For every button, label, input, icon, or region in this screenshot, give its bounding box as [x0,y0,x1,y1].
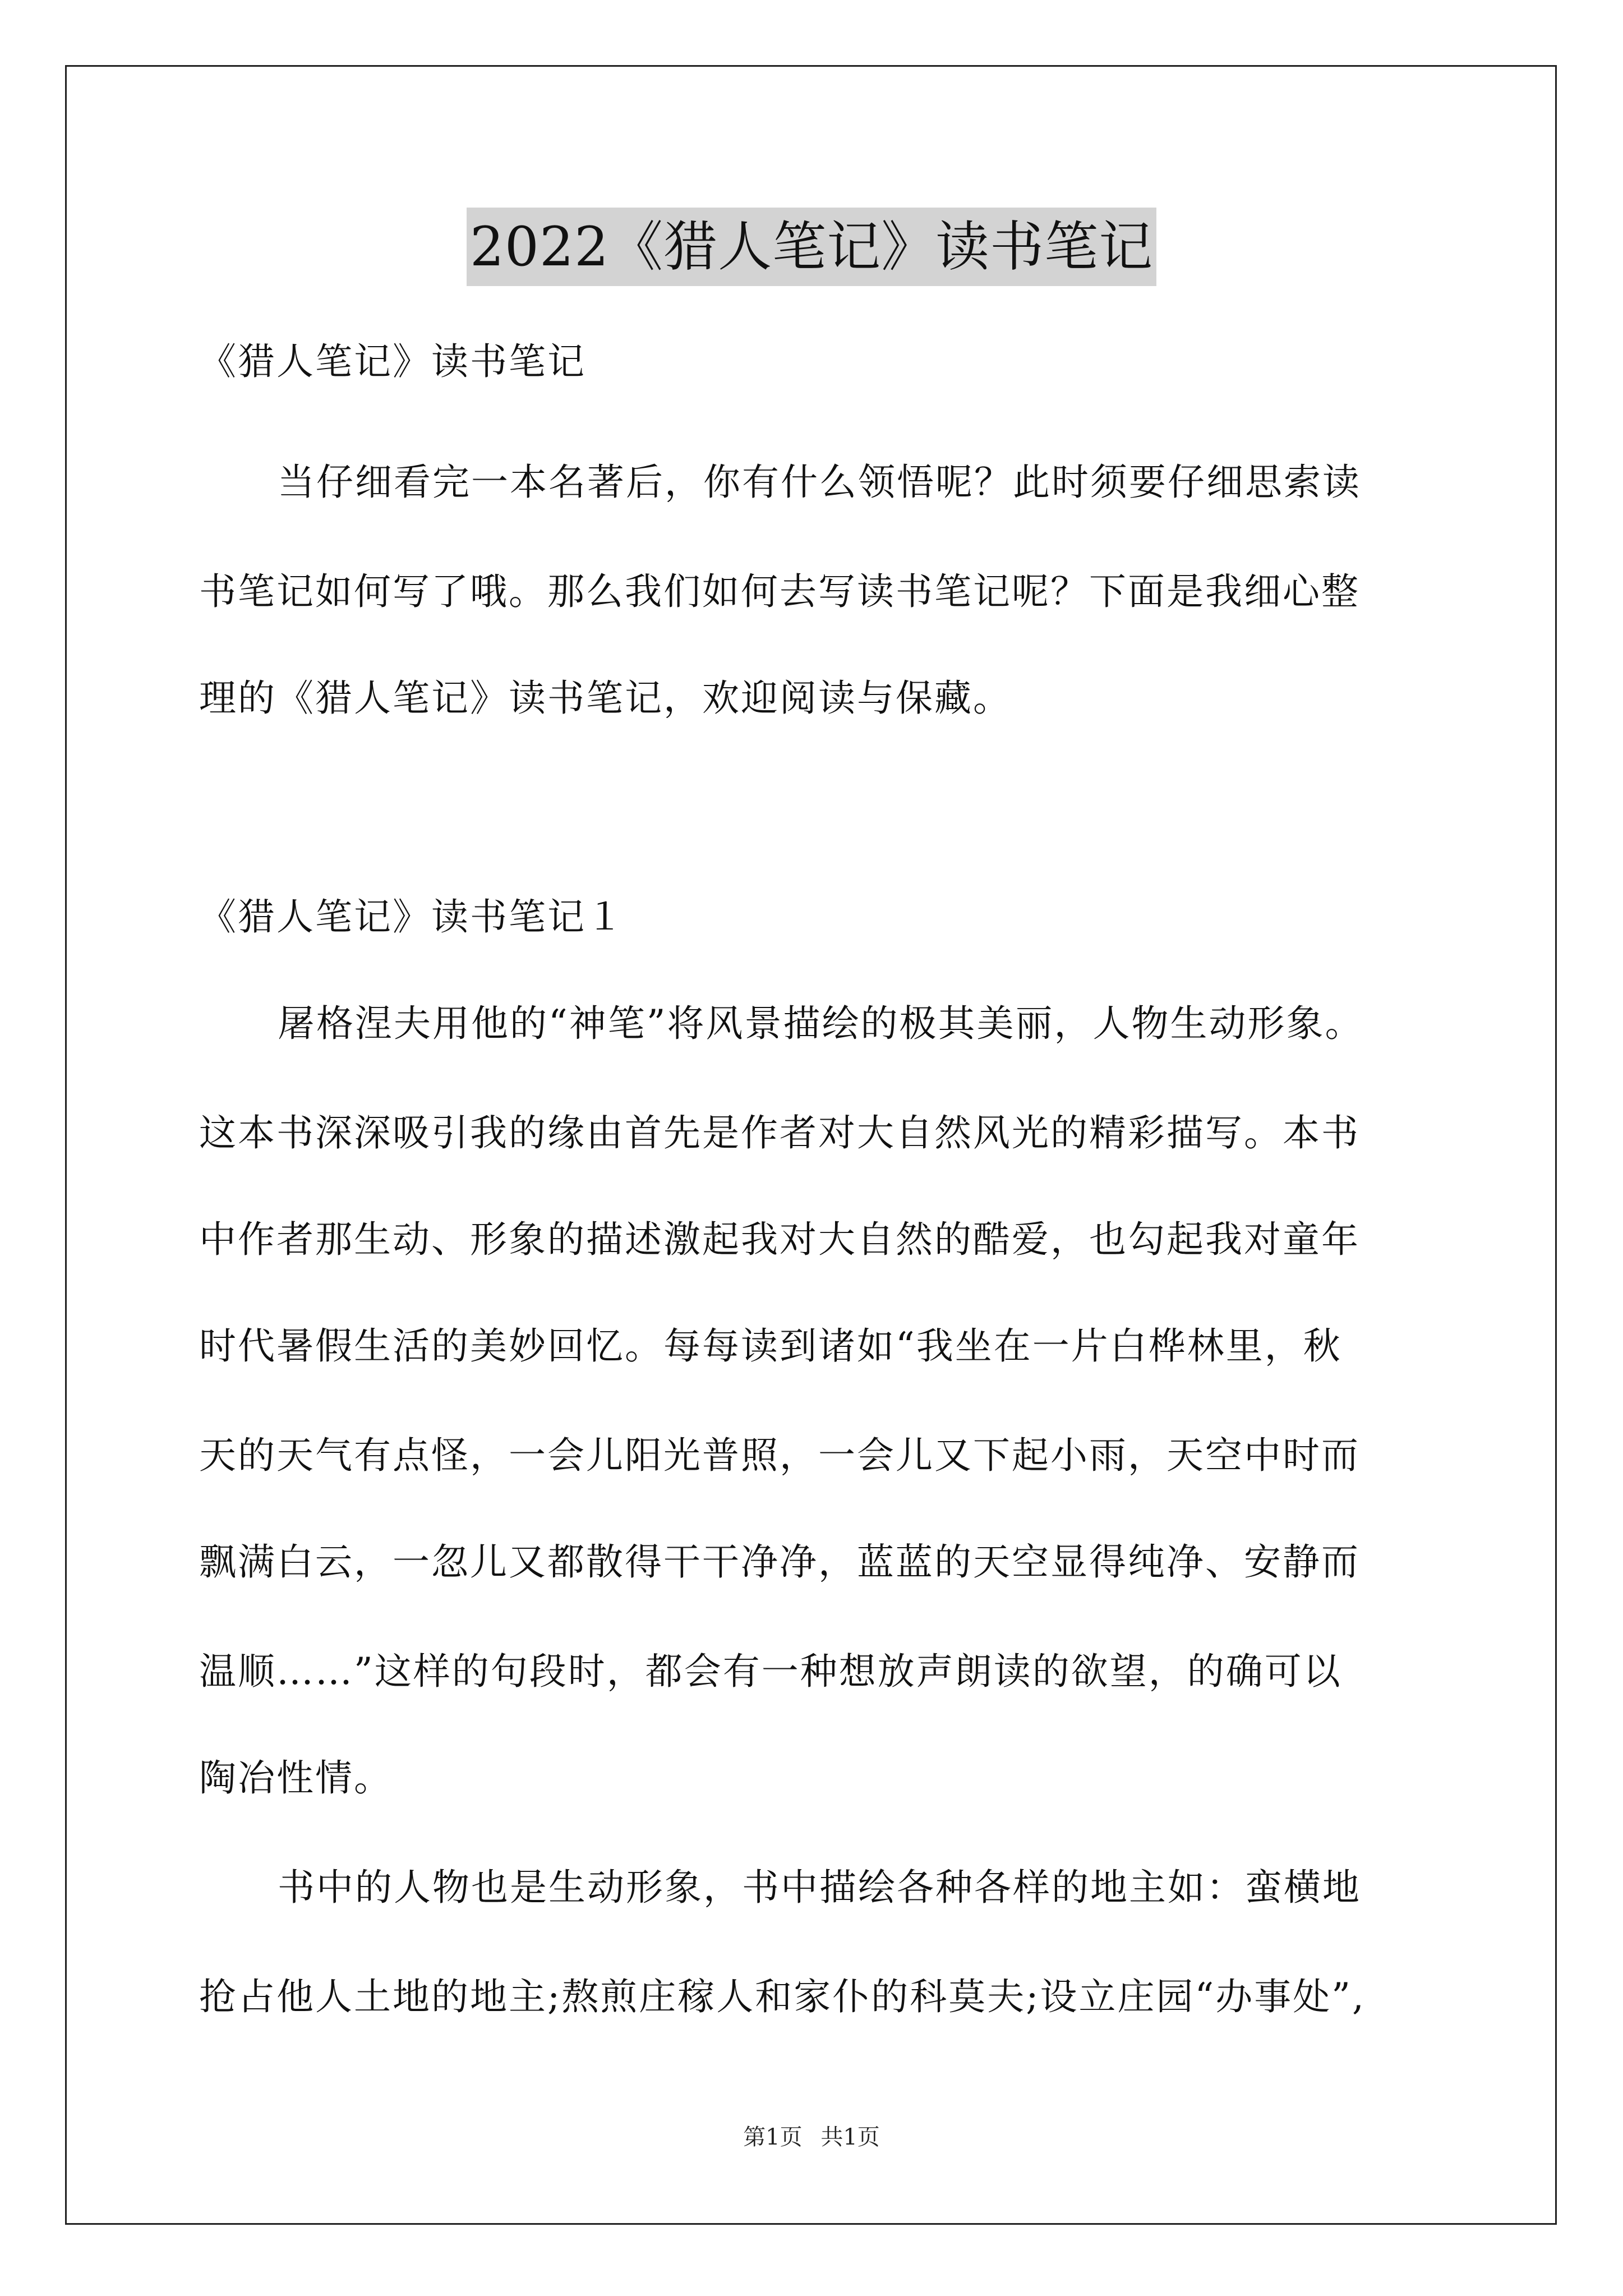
paragraph-line: 当仔细看完一本名著后，你有什么领悟呢？此时须要仔细思索读 [278,461,1361,504]
page-total: 共1页 [820,2124,880,2150]
paragraph-line: 书笔记如何写了哦。那么我们如何去写读书笔记呢？下面是我细心整 [199,570,1360,613]
paragraph-line: 天的天气有点怪，一会儿阳光普照，一会儿又下起小雨，天空中时而 [199,1434,1360,1477]
paragraph-line: 书中的人物也是生动形象，书中描绘各种各样的地主如：蛮横地 [278,1866,1361,1909]
paragraph-line: 陶冶性情。 [199,1756,393,1800]
paragraph-line: 飘满白云，一忽儿又都散得干干净净，蓝蓝的天空显得纯净、安静而 [199,1540,1360,1584]
paragraph-line: 温顺……”这样的句段时，都会有一种想放声朗读的欲望，的确可以 [199,1650,1342,1693]
paragraph-line: 屠格涅夫用他的“神笔”将风景描绘的极其美丽，人物生动形象。 [278,1002,1364,1045]
page-footer [0,2120,1623,2154]
section-heading: 《猎人笔记》读书笔记１ [199,895,625,938]
title-container [0,208,1623,286]
page-number: 第1页 [743,2124,803,2150]
paragraph-line: 理的《猎人笔记》读书笔记，欢迎阅读与保藏。 [199,677,1012,720]
subtitle: 《猎人笔记》读书笔记 [199,340,586,383]
document-title: 2022《猎人笔记》读书笔记 [467,208,1156,286]
paragraph-line: 抢占他人土地的地主;熬煎庄稼人和家仆的科莫夫;设立庄园“办事处”, [199,1975,1366,2018]
paragraph-line: 这本书深深吸引我的缘由首先是作者对大自然风光的精彩描写。本书 [199,1111,1360,1154]
paragraph-line: 中作者那生动、形象的描述激起我对大自然的酷爱，也勾起我对童年 [199,1218,1360,1261]
paragraph-line: 时代暑假生活的美妙回忆。每每读到诸如“我坐在一片白桦林里，秋 [199,1324,1342,1368]
